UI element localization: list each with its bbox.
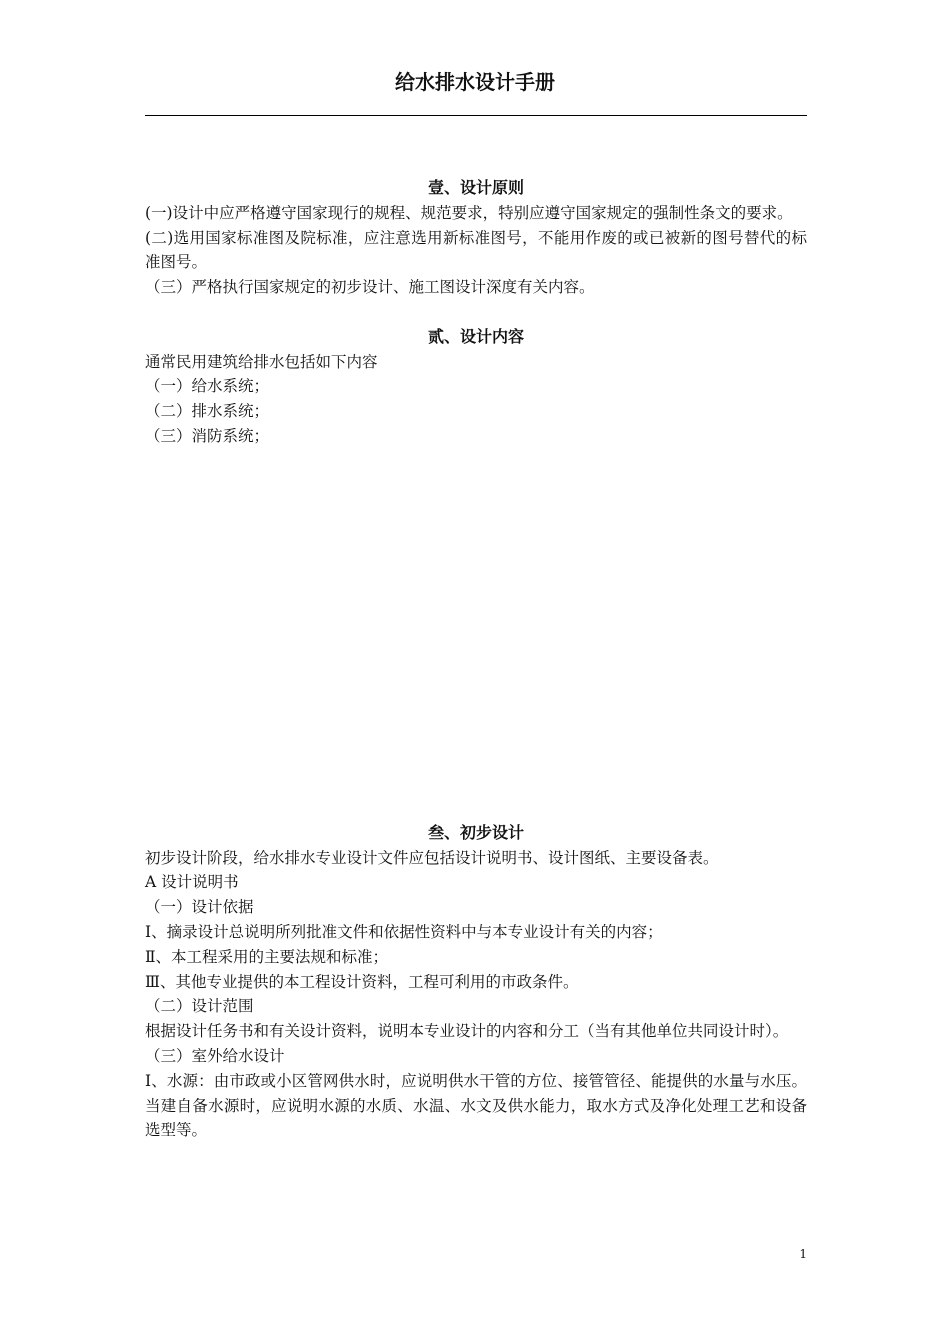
- scope-text: 根据设计任务书和有关设计资料，说明本专业设计的内容和分工（当有其他单位共同设计时）。: [145, 1022, 789, 1041]
- basis-title: （一）设计依据: [145, 898, 254, 917]
- section-heading-principles: 壹、设计原则: [427, 178, 524, 197]
- section-heading-preliminary: 叁、初步设计: [427, 822, 524, 842]
- principle-paragraph: (二)选用国家标准图及院标准，应注意选用新标准图号，不能用作废的或已被新的图号替代的标准图号。: [145, 228, 807, 272]
- spacer: [145, 300, 807, 325]
- blank-space: [145, 449, 807, 821]
- basis-item: Ⅲ、其他专业提供的本工程设计资料，工程可利用的市政条件。: [145, 972, 579, 991]
- content-list-item: （一）给水系统；: [145, 377, 270, 396]
- subsection-a-title: A 设计说明书: [145, 873, 239, 892]
- content-intro: 通常民用建筑给排水包括如下内容: [145, 352, 378, 371]
- basis-item: Ⅱ、本工程采用的主要法规和标准；: [145, 947, 389, 966]
- outdoor-water-text: Ⅰ、水源：由市政或小区管网供水时，应说明供水干管的方位、接管管径、能提供的水量与水压。当建自备水源时，应说明水源的水质、水温、水文及供水能力，取水方式及净化处理工艺和设备选型等。: [145, 1071, 807, 1140]
- content-list-item: （三）消防系统；: [145, 426, 270, 445]
- principle-paragraph: (一)设计中应严格遵守国家现行的规程、规范要求，特别应遵守国家规定的强制性条文的要求。: [145, 203, 793, 222]
- scope-title: （二）设计范围: [145, 997, 254, 1016]
- preliminary-intro: 初步设计阶段，给水排水专业设计文件应包括设计说明书、设计图纸、主要设备表。: [145, 848, 719, 867]
- document-title: 给水排水设计手册: [395, 70, 555, 94]
- page-number: 1: [799, 1247, 807, 1261]
- outdoor-water-title: （三）室外给水设计: [145, 1046, 285, 1065]
- content-list-item: （二）排水系统；: [145, 402, 270, 421]
- section-heading-content: 贰、设计内容: [427, 326, 524, 346]
- basis-item: Ⅰ、摘录设计总说明所列批准文件和依据性资料中与本专业设计有关的内容；: [145, 922, 663, 941]
- principle-paragraph: （三）严格执行国家规定的初步设计、施工图设计深度有关内容。: [145, 278, 595, 297]
- header-rule: [145, 115, 807, 116]
- document-body: [145, 176, 807, 1143]
